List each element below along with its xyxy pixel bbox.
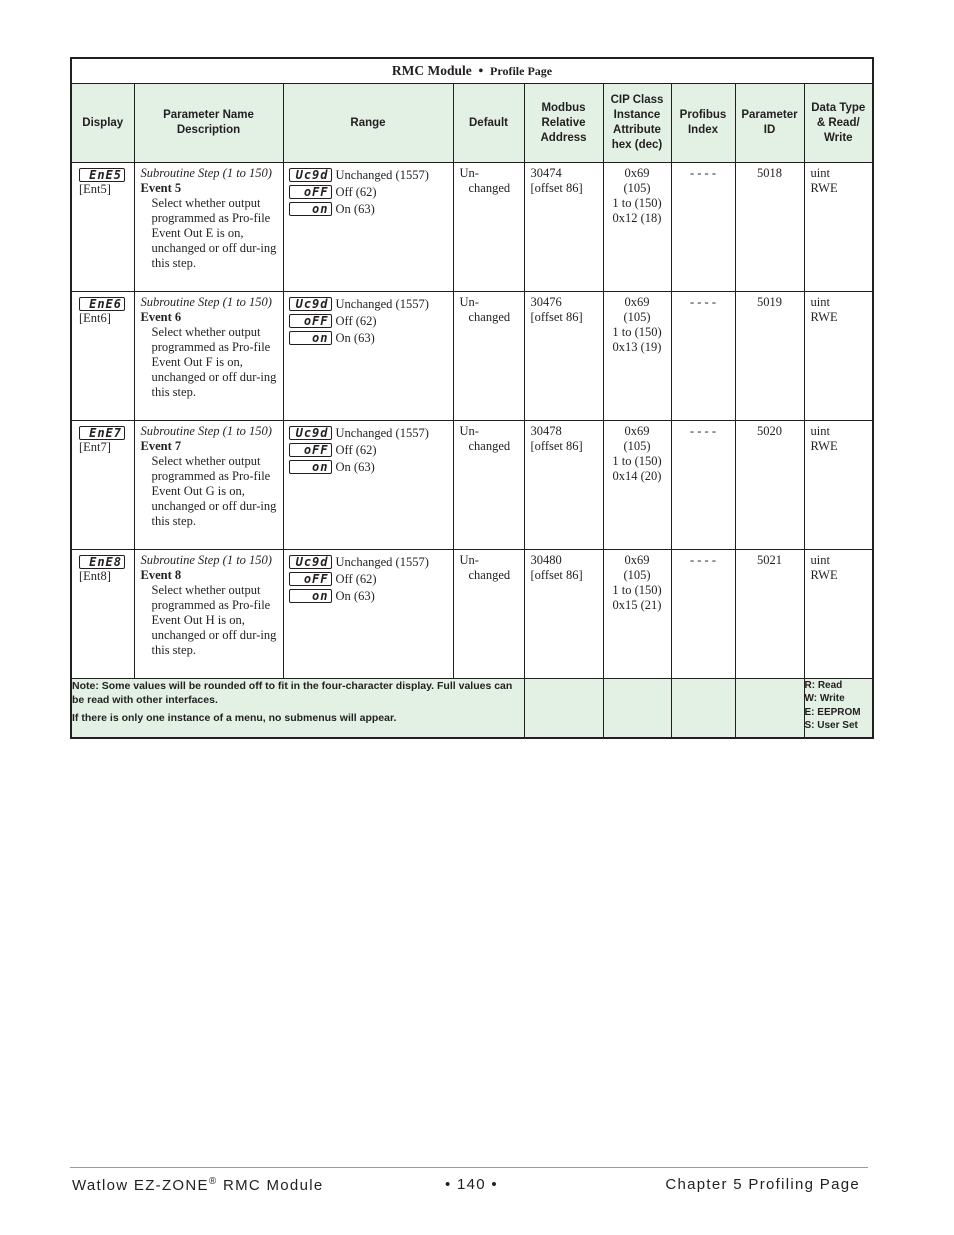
modbus-offset: [offset 86] — [530, 439, 583, 453]
table-row — [71, 292, 873, 421]
display-code: [Ent5] — [79, 182, 111, 197]
lcd-unchanged-icon: Uc9d — [289, 426, 332, 440]
range-option — [289, 459, 453, 476]
header-profibus: Profibus Index — [671, 84, 735, 163]
footer-brand: Watlow EZ-ZONE — [72, 1177, 209, 1194]
cip-attribute: 0x12 (18) — [612, 211, 662, 225]
subroutine-label: Subroutine Step (1 to 150) — [140, 424, 272, 438]
data-type: uint — [810, 166, 830, 180]
table-row — [71, 163, 873, 292]
range-option — [289, 313, 453, 330]
footer-chapter: Chapter 5 Profiling Page — [665, 1176, 860, 1193]
default-cell — [453, 550, 524, 679]
lcd-display-icon: EnE8 — [79, 555, 125, 569]
data-type-cell — [804, 550, 873, 679]
cip-instance: 1 to (150) — [612, 454, 662, 468]
modbus-address: 30480 — [530, 553, 562, 567]
range-label: Off (62) — [335, 184, 377, 199]
note-empty-cell — [671, 679, 735, 739]
cip-attribute: 0x15 (21) — [612, 598, 662, 612]
note-empty-cell — [603, 679, 671, 739]
default-line2: changed — [468, 568, 511, 582]
read-write: RWE — [810, 568, 838, 582]
range-cell — [283, 550, 453, 679]
default-line1: Un- — [459, 295, 479, 309]
header-cip: CIP Class Instance Attribute hex (dec) — [603, 84, 671, 163]
lcd-off-icon: oFF — [289, 443, 332, 457]
lcd-unchanged-icon: Uc9d — [289, 297, 332, 311]
data-type-cell — [804, 163, 873, 292]
range-option — [289, 442, 453, 459]
read-write: RWE — [810, 310, 838, 324]
cip-class: 0x69 — [624, 424, 650, 438]
range-label: Off (62) — [335, 571, 377, 586]
range-option — [289, 184, 453, 201]
lcd-off-icon: oFF — [289, 314, 332, 328]
page-number: • 140 • — [445, 1176, 498, 1193]
range-option — [289, 588, 453, 605]
table-title — [71, 58, 873, 84]
parameter-id-cell: 5020 — [735, 421, 804, 550]
title-sub: Profile Page — [490, 64, 553, 78]
parameter-description: Select whether output programmed as Pro-file Event Out F is on, unchanged or off dur-ing this step. — [151, 325, 277, 399]
header-parameter-id: Parameter ID — [735, 84, 804, 163]
data-type: uint — [810, 295, 830, 309]
header-data-type: Data Type & Read/ Write — [804, 84, 873, 163]
display-cell — [71, 292, 134, 421]
modbus-cell — [524, 421, 603, 550]
lcd-display-icon: EnE7 — [79, 426, 125, 440]
cip-instance: 1 to (150) — [612, 196, 662, 210]
lcd-display-icon: EnE6 — [79, 297, 125, 311]
default-cell — [453, 163, 524, 292]
legend-eeprom: E: EEPROM — [804, 706, 861, 718]
header-parameter-name: Parameter Name Description — [134, 84, 283, 163]
note-line1: Note: Some values will be rounded off to fit in the four-character display. Full values can be read with other interfaces. — [72, 680, 513, 706]
modbus-address: 30474 — [530, 166, 562, 180]
lcd-unchanged-icon: Uc9d — [289, 555, 332, 569]
default-line2: changed — [468, 181, 511, 195]
subroutine-label: Subroutine Step (1 to 150) — [140, 295, 272, 309]
parameter-description: Select whether output programmed as Pro-file Event Out H is on, unchanged or off dur-ing this step. — [151, 583, 277, 657]
default-line2: changed — [468, 310, 511, 324]
cip-instance: 1 to (150) — [612, 325, 662, 339]
cip-cell — [603, 550, 671, 679]
modbus-cell — [524, 163, 603, 292]
default-line1: Un- — [459, 553, 479, 567]
range-label: On (63) — [335, 330, 375, 345]
legend-read: R: Read — [804, 680, 843, 691]
parameter-name-cell — [134, 292, 283, 421]
lcd-off-icon: oFF — [289, 185, 332, 199]
lcd-on-icon: on — [289, 589, 332, 603]
data-type-cell — [804, 292, 873, 421]
data-type: uint — [810, 424, 830, 438]
cip-attribute: 0x14 (20) — [612, 469, 662, 483]
read-write: RWE — [810, 439, 838, 453]
range-label: On (63) — [335, 588, 375, 603]
note-row — [71, 679, 873, 739]
lcd-off-icon: oFF — [289, 572, 332, 586]
range-option — [289, 330, 453, 347]
cip-class-dec: (105) — [623, 310, 651, 324]
data-type-cell — [804, 421, 873, 550]
header-modbus: Modbus Relative Address — [524, 84, 603, 163]
page-footer — [72, 1176, 860, 1198]
profibus-cell: - - - - — [671, 163, 735, 292]
range-cell — [283, 421, 453, 550]
display-cell — [71, 421, 134, 550]
footer-product — [72, 1176, 324, 1194]
modbus-offset: [offset 86] — [530, 310, 583, 324]
range-label: Off (62) — [335, 313, 377, 328]
lcd-on-icon: on — [289, 202, 332, 216]
cip-class-dec: (105) — [623, 181, 651, 195]
modbus-cell — [524, 550, 603, 679]
subroutine-label: Subroutine Step (1 to 150) — [140, 166, 272, 180]
range-label: Unchanged (1557) — [335, 296, 429, 311]
table-row — [71, 550, 873, 679]
modbus-offset: [offset 86] — [530, 568, 583, 582]
range-cell — [283, 292, 453, 421]
default-cell — [453, 292, 524, 421]
cip-cell — [603, 421, 671, 550]
note-empty-cell — [735, 679, 804, 739]
modbus-offset: [offset 86] — [530, 181, 583, 195]
note-cell — [71, 679, 524, 739]
range-option — [289, 425, 453, 442]
range-label: Unchanged (1557) — [335, 425, 429, 440]
range-option — [289, 201, 453, 218]
parameter-description: Select whether output programmed as Pro-file Event Out G is on, unchanged or off dur-ing this step. — [151, 454, 277, 528]
lcd-display-icon: EnE5 — [79, 168, 125, 182]
display-cell — [71, 550, 134, 679]
cip-class-dec: (105) — [623, 439, 651, 453]
cip-class-dec: (105) — [623, 568, 651, 582]
cip-cell — [603, 292, 671, 421]
display-code: [Ent8] — [79, 569, 111, 584]
range-option — [289, 571, 453, 588]
range-label: On (63) — [335, 459, 375, 474]
cip-instance: 1 to (150) — [612, 583, 662, 597]
display-cell — [71, 163, 134, 292]
table-title-row — [71, 58, 873, 84]
profibus-cell: - - - - — [671, 421, 735, 550]
parameter-name-cell — [134, 163, 283, 292]
display-code: [Ent6] — [79, 311, 111, 326]
title-main: RMC Module — [391, 63, 472, 78]
range-label: Unchanged (1557) — [335, 167, 429, 182]
modbus-address: 30478 — [530, 424, 562, 438]
range-label: Unchanged (1557) — [335, 554, 429, 569]
parameter-table — [70, 57, 874, 739]
parameter-description: Select whether output programmed as Pro-file Event Out E is on, unchanged or off dur-ing this step. — [151, 196, 277, 270]
parameter-id-cell: 5021 — [735, 550, 804, 679]
lcd-on-icon: on — [289, 460, 332, 474]
header-row — [71, 84, 873, 163]
header-display: Display — [71, 84, 134, 163]
table-row — [71, 421, 873, 550]
footer-rule — [70, 1167, 868, 1168]
note-line2: If there is only one instance of a menu, no submenus will appear. — [72, 712, 397, 724]
parameter-id-cell: 5019 — [735, 292, 804, 421]
header-range: Range — [283, 84, 453, 163]
modbus-cell — [524, 292, 603, 421]
footer-product-name: RMC Module — [217, 1177, 324, 1194]
modbus-address: 30476 — [530, 295, 562, 309]
range-option — [289, 167, 453, 184]
parameter-id-cell: 5018 — [735, 163, 804, 292]
parameter-name: Event 6 — [140, 310, 182, 324]
parameter-name: Event 5 — [140, 181, 182, 195]
default-cell — [453, 421, 524, 550]
display-code: [Ent7] — [79, 440, 111, 455]
registered-mark: ® — [208, 1176, 218, 1187]
cip-cell — [603, 163, 671, 292]
parameter-name-cell — [134, 550, 283, 679]
parameter-name-cell — [134, 421, 283, 550]
cip-class: 0x69 — [624, 553, 650, 567]
read-write: RWE — [810, 181, 838, 195]
default-line2: changed — [468, 439, 511, 453]
range-option — [289, 554, 453, 571]
profibus-cell: - - - - — [671, 550, 735, 679]
rw-legend — [804, 679, 873, 739]
note-empty-cell — [524, 679, 603, 739]
default-line1: Un- — [459, 424, 479, 438]
legend-user-set: S: User Set — [804, 719, 858, 731]
header-default: Default — [453, 84, 524, 163]
range-label: Off (62) — [335, 442, 377, 457]
subroutine-label: Subroutine Step (1 to 150) — [140, 553, 272, 567]
data-type: uint — [810, 553, 830, 567]
range-option — [289, 296, 453, 313]
cip-attribute: 0x13 (19) — [612, 340, 662, 354]
parameter-name: Event 7 — [140, 439, 182, 453]
lcd-unchanged-icon: Uc9d — [289, 168, 332, 182]
range-cell — [283, 163, 453, 292]
range-label: On (63) — [335, 201, 375, 216]
lcd-on-icon: on — [289, 331, 332, 345]
legend-write: W: Write — [804, 693, 845, 705]
cip-class: 0x69 — [624, 295, 650, 309]
profibus-cell: - - - - — [671, 292, 735, 421]
title-bullet: • — [478, 63, 484, 78]
default-line1: Un- — [459, 166, 479, 180]
parameter-name: Event 8 — [140, 568, 182, 582]
cip-class: 0x69 — [624, 166, 650, 180]
